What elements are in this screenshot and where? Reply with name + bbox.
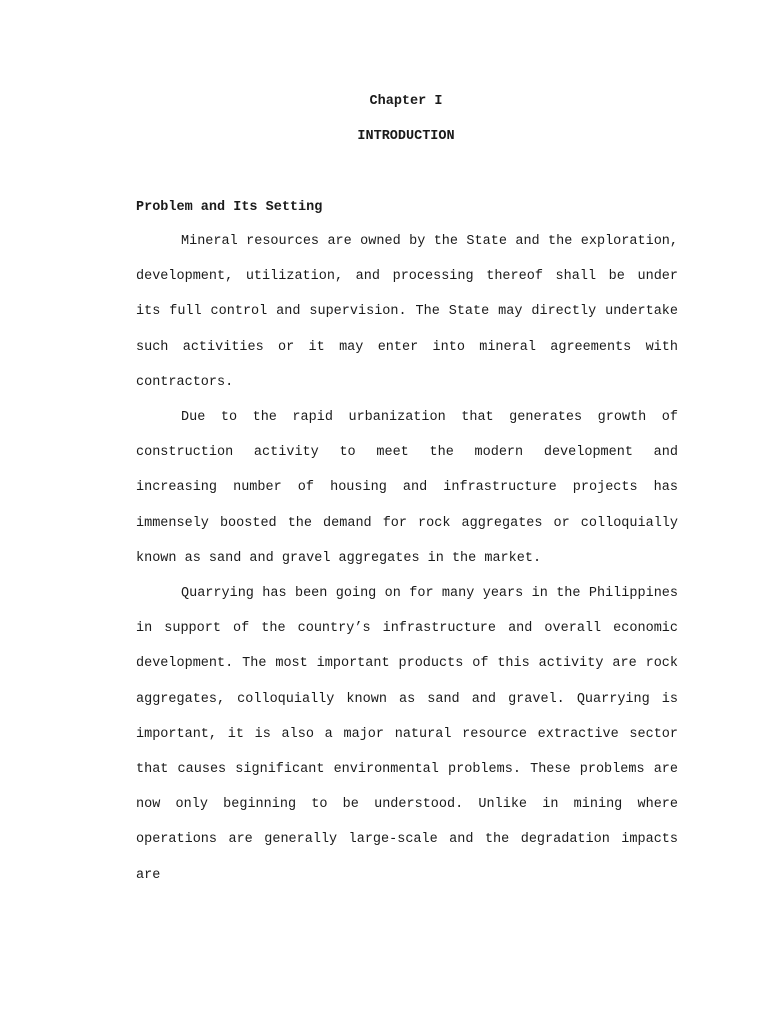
body-text <box>136 224 678 893</box>
chapter-heading: INTRODUCTION <box>357 129 455 144</box>
paragraph-mineral-resources: Mineral resources are owned by the State and the exploration, development, utilization, and processing thereof shall be under its full control and supervision. The State may directly undertake such activities or it may enter into mineral agreements with contractors. <box>136 234 678 390</box>
paragraph-quarrying: Quarrying has been going on for many years in the Philippines in support of the country’s infrastructure and overall economic development. The most important products of this activity are rock aggregates, colloquially known as sand and gravel. Quarrying is important, it is also a major natural resource extractive sector that causes significant environmental problems. These problems are now only beginning to be understood. Unlike in mining where operations are generally large-scale and the degradation impacts are <box>136 586 678 883</box>
section-heading: Problem and Its Setting <box>136 200 323 215</box>
paragraph-urbanization: Due to the rapid urbanization that generates growth of construction activity to meet the modern development and increasing number of housing and infrastructure projects has immensely boosted the demand for rock aggregates or colloquially known as sand and gravel aggregates in the market. <box>136 410 678 566</box>
chapter-title: Chapter I <box>369 94 443 109</box>
